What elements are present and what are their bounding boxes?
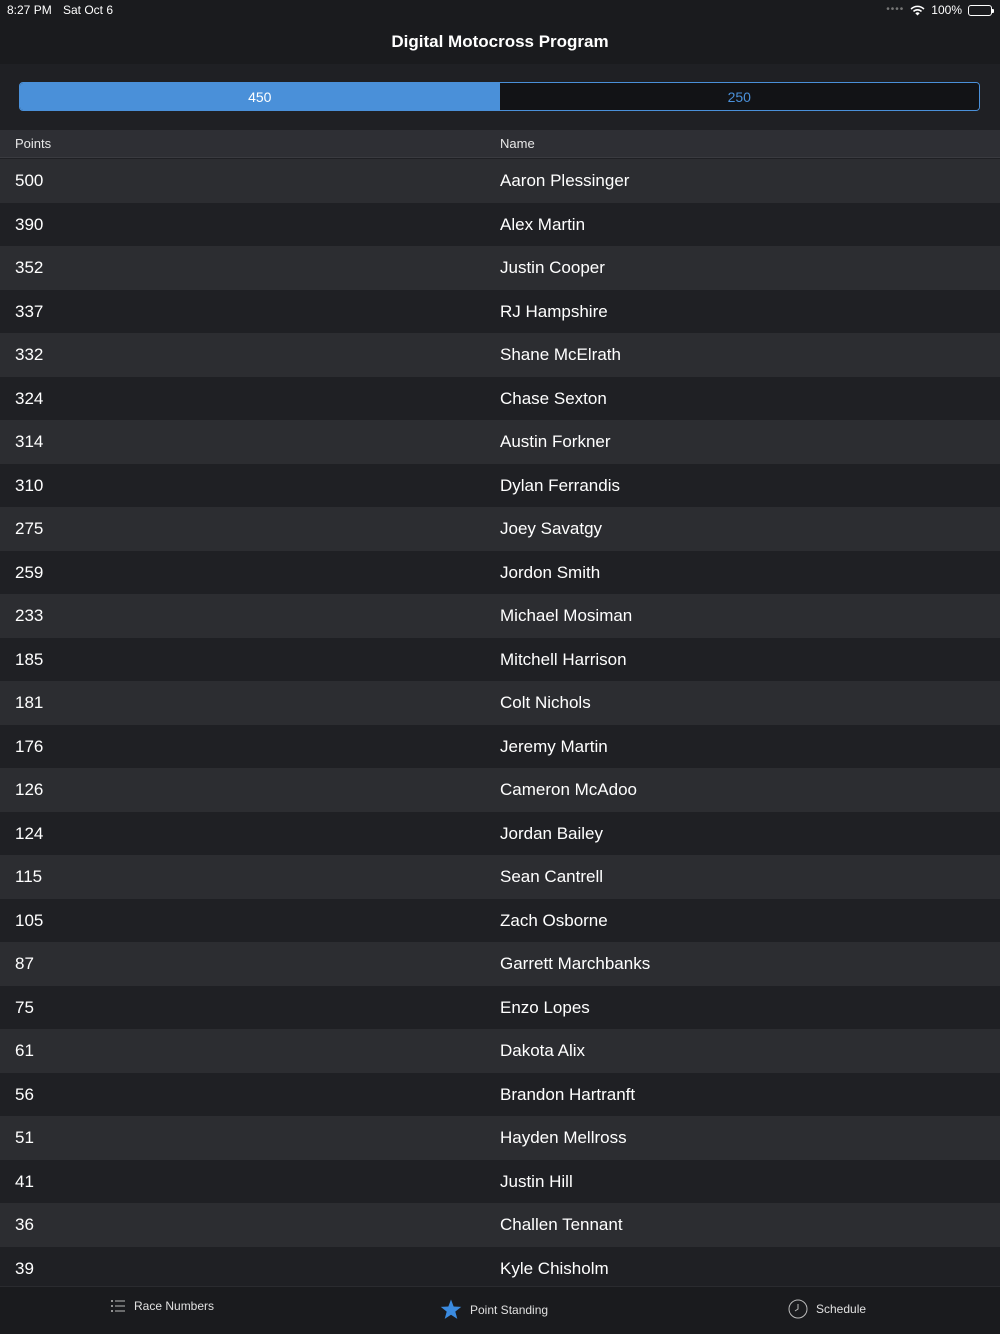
row-points: 390: [15, 214, 44, 234]
table-row[interactable]: [0, 1203, 1000, 1247]
row-points: 185: [15, 649, 44, 669]
row-rider-name: Alex Martin: [500, 214, 586, 234]
tab-point-standing-label: Point Standing: [470, 1302, 549, 1317]
segment-250[interactable]: 250: [500, 83, 980, 110]
row-rider-name: Challen Tennant: [500, 1215, 623, 1234]
row-points: 310: [15, 475, 44, 495]
table-row[interactable]: [0, 203, 1000, 247]
row-points: 75: [15, 997, 34, 1017]
row-points: 352: [15, 258, 44, 277]
row-points: 259: [15, 562, 44, 582]
row-points: 275: [15, 519, 44, 538]
wifi-icon: [910, 5, 925, 16]
table-row[interactable]: [0, 768, 1000, 812]
table-row[interactable]: [0, 812, 1000, 856]
row-points: 181: [15, 693, 44, 712]
row-rider-name: Justin Hill: [500, 1171, 573, 1191]
table-row[interactable]: [0, 1160, 1000, 1204]
row-points: 61: [15, 1041, 34, 1060]
table-row[interactable]: [0, 942, 1000, 986]
status-indicators: [886, 3, 992, 17]
row-rider-name: Aaron Plessinger: [500, 171, 630, 190]
row-rider-name: Cameron McAdoo: [500, 780, 638, 799]
clock-icon: [788, 1299, 808, 1319]
table-row[interactable]: [0, 594, 1000, 638]
table-row[interactable]: [0, 986, 1000, 1030]
standings-list[interactable]: [0, 159, 1000, 1286]
battery-percent: 100%: [931, 3, 962, 17]
row-points: 314: [15, 432, 44, 451]
row-points: 233: [15, 606, 44, 625]
tab-race-numbers[interactable]: [110, 1299, 214, 1313]
status-time: 8:27 PM: [7, 3, 52, 17]
tab-race-numbers-label: Race Numbers: [134, 1299, 215, 1313]
tab-bar: [0, 1286, 1000, 1334]
row-rider-name: Dakota Alix: [500, 1041, 586, 1060]
table-row[interactable]: [0, 1029, 1000, 1073]
status-date: Sat Oct 6: [63, 3, 114, 17]
row-rider-name: Michael Mosiman: [500, 606, 633, 625]
status-bar: [0, 0, 1000, 20]
table-row[interactable]: [0, 159, 1000, 203]
row-rider-name: Dylan Ferrandis: [500, 475, 620, 495]
row-points: 36: [15, 1215, 34, 1234]
table-row[interactable]: [0, 551, 1000, 595]
table-row[interactable]: [0, 638, 1000, 682]
table-row[interactable]: [0, 507, 1000, 551]
row-rider-name: Brandon Hartranft: [500, 1084, 636, 1104]
row-rider-name: Garrett Marchbanks: [500, 954, 651, 973]
segment-450[interactable]: 450: [20, 83, 500, 110]
table-row[interactable]: [0, 1116, 1000, 1160]
table-row[interactable]: [0, 681, 1000, 725]
row-points: 39: [15, 1258, 34, 1278]
row-points: 500: [15, 171, 44, 190]
row-points: 126: [15, 780, 44, 799]
class-segmented-control[interactable]: [19, 82, 980, 111]
row-rider-name: Zach Osborne: [500, 910, 608, 930]
class-selector-area: [0, 64, 1000, 130]
table-row[interactable]: [0, 899, 1000, 943]
row-rider-name: Colt Nichols: [500, 693, 591, 712]
row-points: 332: [15, 345, 44, 364]
table-row[interactable]: [0, 333, 1000, 377]
row-points: 124: [15, 823, 44, 843]
row-points: 337: [15, 301, 44, 321]
row-rider-name: Austin Forkner: [500, 432, 611, 451]
row-rider-name: Justin Cooper: [500, 258, 605, 277]
table-row[interactable]: [0, 464, 1000, 508]
tab-schedule-label: Schedule: [816, 1302, 867, 1316]
row-rider-name: Sean Cantrell: [500, 867, 604, 886]
row-rider-name: Kyle Chisholm: [500, 1258, 609, 1278]
row-points: 176: [15, 736, 44, 756]
row-rider-name: Chase Sexton: [500, 388, 607, 408]
row-rider-name: Shane McElrath: [500, 345, 621, 364]
page-title: Digital Motocross Program: [391, 32, 609, 51]
navigation-bar: [0, 20, 1000, 64]
row-points: 115: [15, 867, 43, 886]
column-header-points: Points: [15, 136, 52, 151]
row-points: 56: [15, 1084, 34, 1104]
row-rider-name: Joey Savatgy: [500, 519, 603, 538]
table-row[interactable]: [0, 420, 1000, 464]
table-header: [0, 130, 1000, 158]
table-row[interactable]: [0, 725, 1000, 769]
table-row[interactable]: [0, 1073, 1000, 1117]
battery-icon: [968, 5, 992, 16]
tab-schedule[interactable]: [788, 1299, 866, 1319]
row-rider-name: Jordan Bailey: [500, 823, 604, 843]
row-rider-name: RJ Hampshire: [500, 301, 608, 321]
row-points: 41: [15, 1171, 34, 1191]
row-rider-name: Mitchell Harrison: [500, 649, 627, 669]
row-points: 105: [15, 910, 44, 930]
table-row[interactable]: [0, 290, 1000, 334]
table-row[interactable]: [0, 246, 1000, 290]
star-icon: [440, 1299, 462, 1320]
signal-icon: ••••: [886, 4, 905, 15]
table-row[interactable]: [0, 855, 1000, 899]
list-icon: [110, 1299, 126, 1313]
row-points: 51: [15, 1128, 34, 1147]
tab-point-standing[interactable]: [440, 1299, 548, 1320]
column-header-name: Name: [500, 136, 535, 151]
row-points: 324: [15, 388, 44, 408]
row-rider-name: Jeremy Martin: [500, 736, 608, 756]
row-rider-name: Jordon Smith: [500, 562, 601, 582]
table-row[interactable]: [0, 1247, 1000, 1287]
row-rider-name: Enzo Lopes: [500, 997, 590, 1017]
row-points: 87: [15, 954, 34, 973]
table-row[interactable]: [0, 377, 1000, 421]
row-rider-name: Hayden Mellross: [500, 1128, 627, 1147]
